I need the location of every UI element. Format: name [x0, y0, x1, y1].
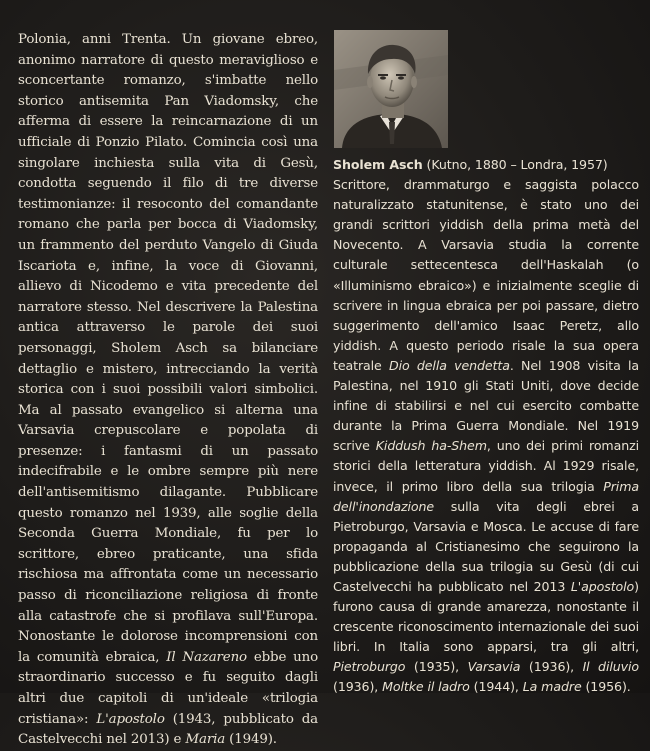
- author-bio-text: Scrittore, drammaturgo e saggista polacco naturalizzato statunitense, è stato uno dei grandi scrittori yiddish della prima metà del Novecento. A Varsavia studia la corrente culturale settecentesca dell'Haskalah (o «Illuminismo ebraico») e inizialmente sceglie di scrivere in lingua ebraica per poi passare, dietro suggerimento dell'amico Isaac Peretz, allo yiddish. A questo periodo risale la sua opera teatrale Dio della vendetta. Nel 1908 visita la Palestina, nel 1910 gli Stati Uniti, dove decide infine di stabilirsi e nel cui esercito combatte durante la Prima Guerra Mondiale. Nel 1919 scrive Kiddush ha-Shem, uno dei primi romanzi storici della letteratura yiddish. Al 1929 risale, invece, il primo libro della sua trilogia Prima dell'inondazione sulla vita degli ebrei a Pietroburgo, Varsavia e Mosca. Le accuse di fare propaganda al Cristianesimo che seguirono la pubblicazione della sua trilogia su Gesù (di cui Castelvecchi ha pubblicato nel 2013 L'apostolo) furono causa di grande amarezza, nonostante il crescente riconoscimento internazionale dei suoi libri. In Italia sono apparsi, tra gli altri, Pietroburgo (1935), Varsavia (1936), Il diluvio (1936), Moltke il ladro (1944), La madre (1956).: [333, 177, 639, 695]
- author-name: Sholem Asch: [333, 157, 423, 172]
- title-il-nazareno: Il Nazareno: [166, 649, 247, 665]
- author-portrait-image: [334, 30, 448, 148]
- author-column: [333, 30, 639, 698]
- author-heading: [333, 155, 639, 175]
- title-l-apostolo: L'apostolo: [96, 711, 165, 727]
- synopsis-column: [18, 30, 318, 751]
- author-bio: [333, 155, 639, 698]
- title-maria: Maria: [185, 732, 226, 748]
- author-portrait: [334, 30, 448, 148]
- author-dates: (Kutno, 1880 – Londra, 1957): [422, 157, 608, 172]
- synopsis-text: Polonia, anni Trenta. Un giovane ebreo, anonimo narratore di questo meraviglioso e sconcertante romanzo, s'imbatte nello storico antisemita Pan Viadomsky, che afferma di essere la reincarnazione di un ufficiale di Ponzio Pilato. Comincia così una singolare inchiesta sulla vita di Gesù, condotta seguendo il filo di tre diverse testimonianze: il resoconto del comandante romano che parla per bocca di Viadomsky, un frammento del perduto Vangelo di Giuda Iscariota e, infine, la voce di Giovanni, allievo di Nicodemo e vita precedente del narratore stesso. Nel descrivere la Palestina antica attraverso le parole dei suoi personaggi, Sholem Asch sa bilanciare dettaglio e mistero, intrecciando la verità storica con i suoi possibili valori simbolici. Ma al passato evangelico si alterna una Varsavia crepuscolare e popolata di presenze: i fantasmi di un passato indecifrabile e le ombre sempre più nere dell'antisemitismo dilagante. Pubblicare questo romanzo nel 1939, alle soglie della Seconda Guerra Mondiale, fu per lo scrittore, ebreo praticante, una sfida rischiosa ma affrontata come un necessario passo di riconciliazione religiosa di fronte alla catastrofe che si profilava sull'Europa. Nonostante le dolorose incomprensioni con la comunità ebraica, Il Nazareno ebbe uno straordinario successo e fu seguito dagli altri due capitoli di un'ideale «trilogia cristiana»: L'apostolo (1943, pubblicato da Castelvecchi nel 2013) e Maria (1949).: [18, 32, 318, 748]
